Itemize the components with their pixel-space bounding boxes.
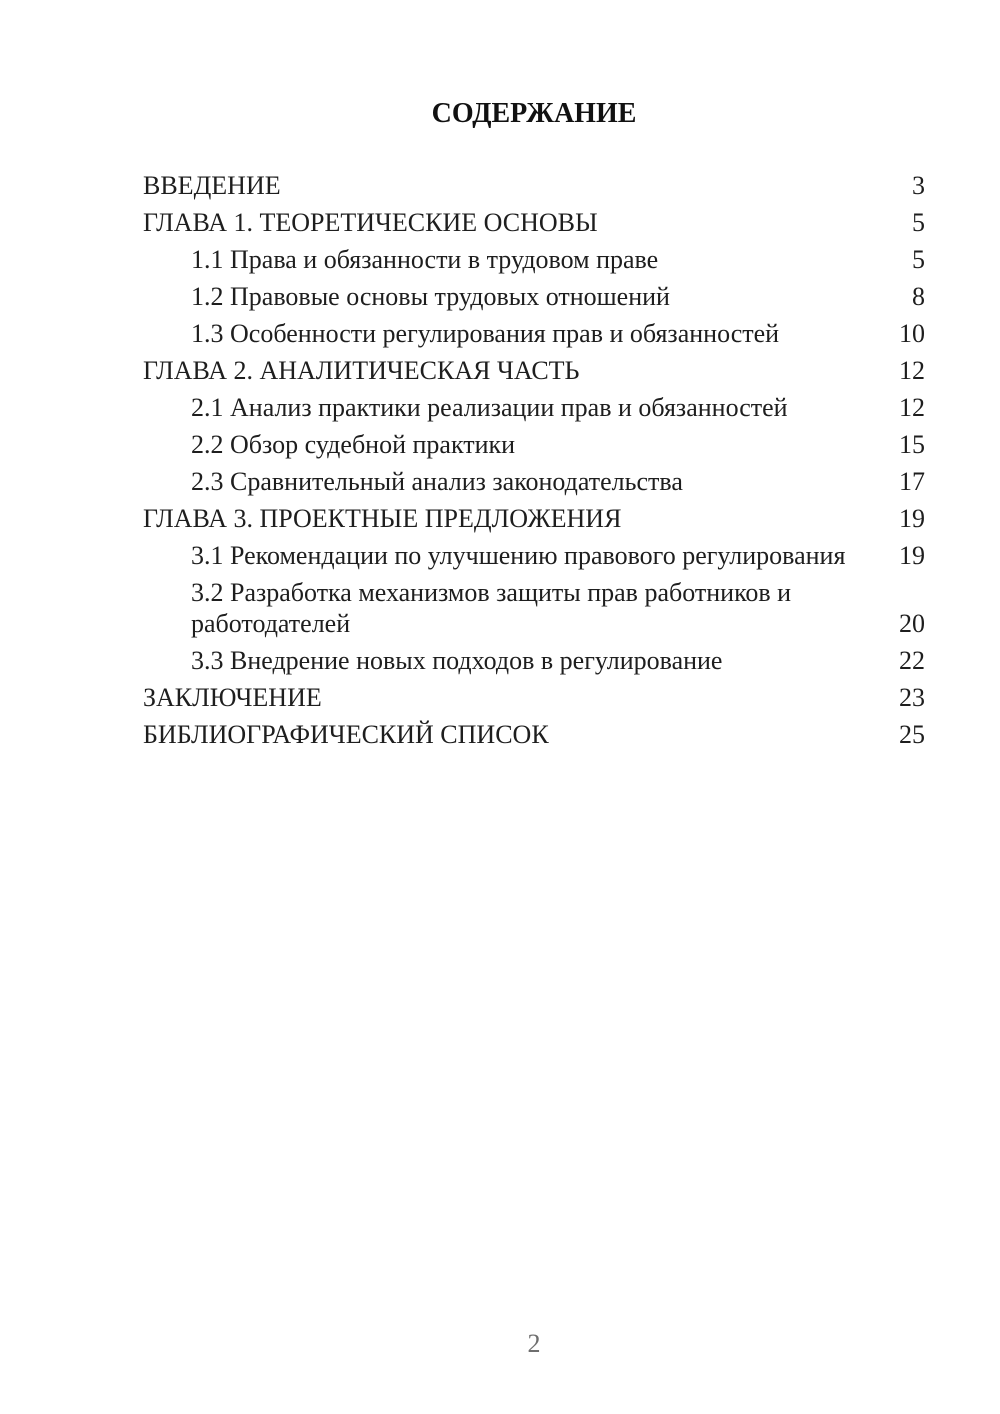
toc-entry <box>143 578 925 639</box>
toc-entry-page: 5 <box>912 208 925 237</box>
toc-entry <box>143 467 925 498</box>
toc-entry-page: 10 <box>899 319 925 348</box>
toc-entry <box>143 245 925 276</box>
toc-entry-page: 22 <box>899 645 925 675</box>
toc-entry-label: 1.1 Права и обязанности в трудовом праве <box>191 245 659 274</box>
toc-entry <box>143 720 925 751</box>
toc-entry-page: 17 <box>899 467 925 496</box>
toc-entry-page: 12 <box>899 356 925 385</box>
toc-entry-page: 12 <box>899 393 925 422</box>
toc-entry <box>143 430 925 461</box>
toc-entry-label: 2.2 Обзор судебной практики <box>191 430 516 459</box>
page-title: СОДЕРЖАНИЕ <box>431 98 637 129</box>
toc-entry-label: 3.1 Рекомендации по улучшению правового регулирования <box>191 541 846 570</box>
toc-entry <box>143 541 925 572</box>
toc-entry <box>143 319 925 350</box>
toc-entry-page: 19 <box>899 541 925 570</box>
toc-entry <box>143 683 925 714</box>
toc-entry-label: 2.1 Анализ практики реализации прав и обязанностей <box>191 393 788 422</box>
toc-entry-label: ГЛАВА 2. АНАЛИТИЧЕСКАЯ ЧАСТЬ <box>143 356 580 385</box>
toc-entry-page: 3 <box>912 171 925 200</box>
toc-entry-label: 2.3 Сравнительный анализ законодательства <box>191 467 683 496</box>
toc-entry-label: ГЛАВА 3. ПРОЕКТНЫЕ ПРЕДЛОЖЕНИЯ <box>143 504 622 533</box>
toc-entry <box>143 282 925 313</box>
toc-entry <box>143 171 925 202</box>
toc-entry-label: ВВЕДЕНИЕ <box>143 171 281 200</box>
page-content <box>143 97 925 757</box>
toc-entry-label: 1.3 Особенности регулирования прав и обязанностей <box>191 319 780 348</box>
toc-entry-page: 20 <box>899 608 925 638</box>
toc-entry <box>143 356 925 387</box>
toc-entry-label: БИБЛИОГРАФИЧЕСКИЙ СПИСОК <box>143 719 549 749</box>
toc-list <box>143 171 925 750</box>
toc-entry-page: 19 <box>899 504 925 533</box>
toc-entry-page: 5 <box>912 245 925 274</box>
toc-entry-label: ГЛАВА 1. ТЕОРЕТИЧЕСКИЕ ОСНОВЫ <box>143 208 598 237</box>
toc-entry <box>143 208 925 239</box>
toc-entry <box>143 504 925 535</box>
footer-page-number: 2 <box>527 1329 541 1358</box>
toc-entry <box>143 393 925 424</box>
toc-entry-page: 8 <box>912 282 925 311</box>
toc-entry-label: 3.3 Внедрение новых подходов в регулирование <box>191 645 723 675</box>
toc-entry-page: 15 <box>899 430 925 459</box>
toc-entry-label: 1.2 Правовые основы трудовых отношений <box>191 282 670 311</box>
toc-entry-page: 23 <box>899 682 925 712</box>
toc-entry-label: ЗАКЛЮЧЕНИЕ <box>143 682 322 712</box>
toc-entry <box>143 646 925 677</box>
toc-entry-page: 25 <box>899 719 925 749</box>
toc-entry-label: 3.2 Разработка механизмов защиты прав работников и работодателей <box>191 578 792 638</box>
